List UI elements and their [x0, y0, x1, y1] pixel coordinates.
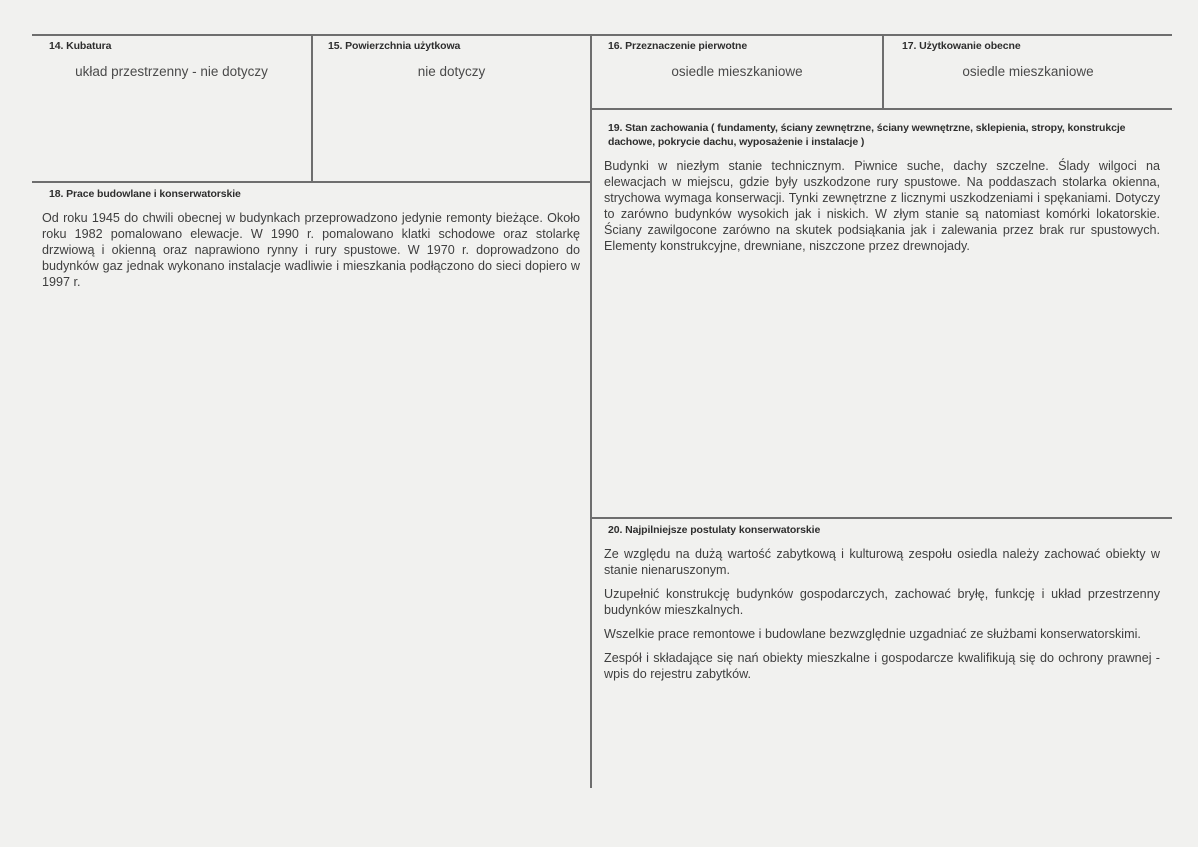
field-14-value: układ przestrzenny - nie dotyczy	[75, 64, 268, 79]
field-16-label: 16. Przeznaczenie pierwotne	[608, 40, 748, 52]
center-divider	[590, 34, 592, 788]
field-16-value: osiedle mieszkaniowe	[671, 64, 803, 79]
field-19-label: 19. Stan zachowania ( fundamenty, ściany zewnętrzne, ściany wewnętrzne, sklepienia, stropy, konstrukcje dachowe, pokrycie dachu, wyposażenie i instalacje )	[608, 122, 1126, 148]
field-20-paragraph: Ze względu na dużą wartość zabytkową i kulturową zespołu osiedla należy zachować obiekty w stanie nienaruszonym.	[604, 547, 1160, 577]
field-18-label: 18. Prace budowlane i konserwatorskie	[49, 188, 241, 200]
field-20-paragraph: Wszelkie prace remontowe i budowlane bezwzględnie uzgadniać ze służbami konserwatorskimi.	[604, 627, 1141, 641]
field-20-list	[604, 546, 1160, 690]
field-20-paragraph: Uzupełnić konstrukcję budynków gospodarczych, zachować bryłę, funkcję i układ przestrzenny budynków mieszkalnych.	[604, 587, 1160, 617]
field-20-label: 20. Najpilniejsze postulaty konserwatorskie	[608, 524, 821, 536]
row-divider-right-bottom	[590, 517, 1172, 519]
top-border	[32, 34, 1172, 36]
field-17-label: 17. Użytkowanie obecne	[902, 40, 1021, 52]
row-divider-left	[32, 181, 592, 183]
field-17-value: osiedle mieszkaniowe	[962, 64, 1094, 79]
field-14-label: 14. Kubatura	[49, 40, 112, 52]
field-15-value: nie dotyczy	[417, 64, 486, 79]
field-15-label: 15. Powierzchnia użytkowa	[328, 40, 461, 52]
field-18-text: Od roku 1945 do chwili obecnej w budynkach przeprowadzono jedynie remonty bieżące. Około roku 1982 pomalowano elewacje. W 1990 r. pomalowano klatki schodowe oraz stolarkę drzwiową i okienną oraz naprawiono rynny i rury spustowe. W 1970 r. doprowadzono do budynków gaz jednak wykonano instalacje wadliwie i mieszkania podłączono do sieci dopiero w 1997 r.	[42, 211, 580, 289]
divider-14-15	[311, 34, 313, 182]
row-divider-right-top	[590, 108, 1172, 110]
field-19-text: Budynki w niezłym stanie technicznym. Piwnice suche, dachy szczelne. Ślady wilgoci na elewacjach w miejscu, gdzie były uszkodzone rury spustowe. Na poddaszach stolarka okienna, strychowa wymaga konserwacji. Tynki zewnętrzne z licznymi uszkodzeniami i spękaniami. Dotyczy to zarówno budynków wysokich jak i niskich. W złym stanie są natomiast komórki lokatorskie. Ściany zawilgocone zarówno na skutek podsiąkania jak i zalewania przez brak rur spustowych. Elementy konstrukcyjne, drewniane, niszczone przez drewnojady.	[604, 159, 1160, 253]
field-20-paragraph: Zespół i składające się nań obiekty mieszkalne i gospodarcze kwalifikują się do ochrony prawnej - wpis do rejestru zabytków.	[604, 651, 1160, 681]
